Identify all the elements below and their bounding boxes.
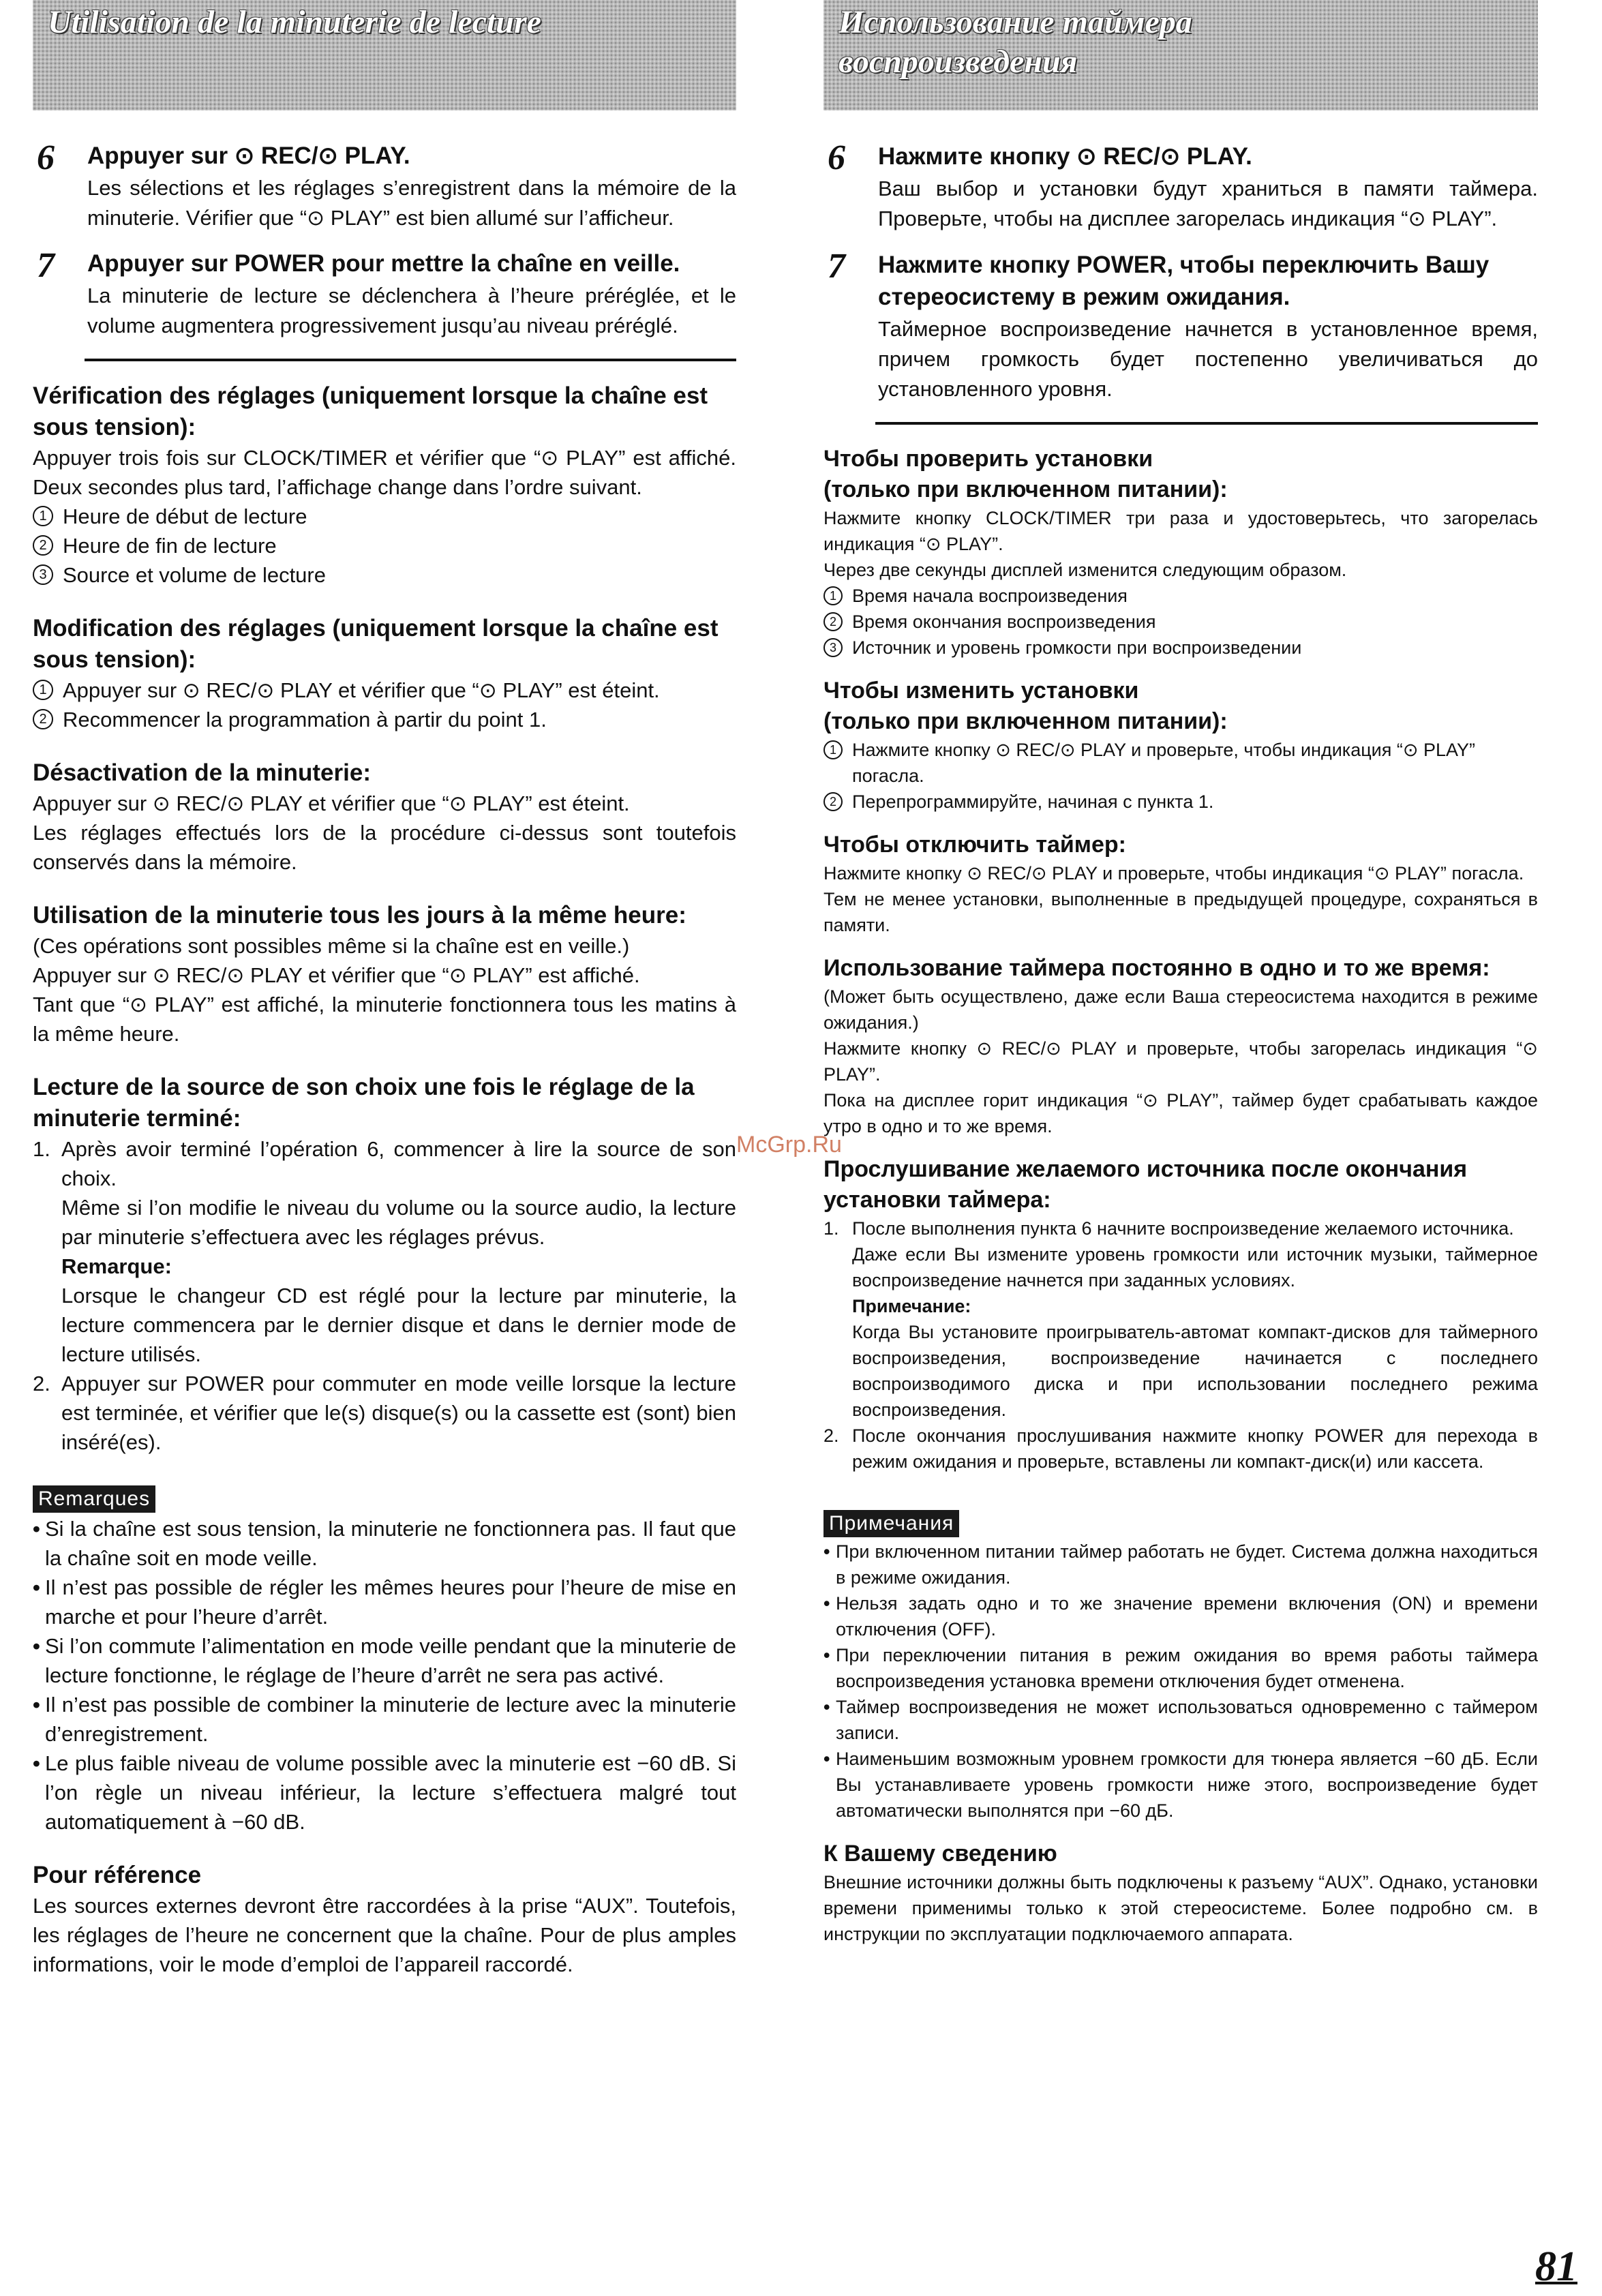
ru-cancel-title: Чтобы отключить таймер: xyxy=(823,832,1126,858)
note-text: Le plus faible niveau de volume possible avec la minuterie est −60 dB. Si l’on règle un niveau inférieur, la lecture s’effectuera malgré tout automatiquement à −60 dB. xyxy=(45,1751,736,1834)
list-item-text: Время начала воспроизведения xyxy=(852,586,1128,606)
bullet-icon: • xyxy=(823,1541,830,1562)
list-item xyxy=(33,502,736,531)
section-divider xyxy=(85,359,736,361)
ru-notes-label: Примечания xyxy=(823,1510,959,1537)
fr-desact-title: Désactivation de la minuterie: xyxy=(33,759,371,786)
ru-daily-title: Использование таймера постоянно в одно и то же время: xyxy=(823,955,1490,981)
bullet-icon: • xyxy=(33,1693,40,1717)
list-item xyxy=(33,705,736,734)
ru-header-line1: Использование таймера xyxy=(838,4,1192,40)
note-item xyxy=(823,1590,1538,1642)
step-title: Appuyer sur POWER pour mettre la chaîne en veille. xyxy=(87,250,680,277)
note-text: Наименьшим возможным уровнем громкости для тюнера является −60 дБ. Если Вы устанавливаете уровень громкости ниже этого, воспроизведение будет автоматически выполнятся при −60 дБ. xyxy=(836,1749,1538,1821)
ru-daily-text2: Нажмите кнопку ⊙ REC/⊙ PLAY и проверьте, чтобы загорелась индикация “⊙ PLAY”. xyxy=(823,1038,1538,1085)
list-item xyxy=(823,737,1538,789)
ru-cancel-text2: Тем не менее установки, выполненные в предыдущей процедуре, сохраняться в памяти. xyxy=(823,889,1538,935)
fr-notes-label: Remarques xyxy=(33,1485,155,1513)
fr-verif-text: Appuyer trois fois sur CLOCK/TIMER et vérifier que “⊙ PLAY” est affiché. Deux secondes plus tard, l’affichage change dans l’ordre suivant. xyxy=(33,446,736,499)
note-item xyxy=(823,1642,1538,1694)
list-item-text: Source et volume de lecture xyxy=(63,563,326,587)
list-item-text: Heure de fin de lecture xyxy=(63,534,277,558)
list-item xyxy=(33,531,736,560)
fr-desact-text2: Les réglages effectués lors de la procédure ci-dessus sont toutefois conservés dans la mémoire. xyxy=(33,821,736,874)
fr-modif-title: Modification des réglages (uniquement lorsque la chaîne est sous tension): xyxy=(33,615,719,673)
bullet-icon: • xyxy=(33,1751,40,1775)
step-number: 6 xyxy=(828,138,845,177)
circled-number: 2 xyxy=(823,612,843,631)
fr-header-banner xyxy=(33,0,736,110)
circled-number: 2 xyxy=(823,792,843,811)
watermark: McGrp.Ru xyxy=(736,1132,842,1158)
step-title: Нажмите кнопку POWER, чтобы переключить Вашу стереосистему в режим ожидания. xyxy=(878,252,1490,310)
circled-number: 3 xyxy=(33,564,53,585)
note-text: Si l’on commute l’alimentation en mode veille pendant que la minuterie de lecture fonctionne, le réglage de l’heure d’arrêt ne sera pas activé. xyxy=(45,1634,736,1687)
list-item-subtext: Même si l’on modifie le niveau du volume ou la source audio, la lecture par minuterie s’effectuera avec les réglages prévus. xyxy=(61,1196,736,1249)
circled-number: 3 xyxy=(823,638,843,657)
french-column xyxy=(33,0,736,1979)
step-number: 6 xyxy=(37,138,55,177)
note-item xyxy=(33,1690,736,1749)
list-item xyxy=(33,1134,736,1369)
note-text: Нельзя задать одно и то же значение времени включения (ON) и времени отключения (OFF). xyxy=(836,1593,1538,1640)
step-number: 7 xyxy=(37,246,55,285)
bullet-icon: • xyxy=(823,1697,830,1717)
ru-header-line2: воспроизведения xyxy=(838,44,1078,80)
fr-ref-title: Pour référence xyxy=(33,1862,202,1888)
circled-number: 1 xyxy=(823,586,843,605)
bullet-icon: • xyxy=(823,1593,830,1614)
ru-change-list xyxy=(823,737,1538,815)
step-number: 7 xyxy=(828,247,845,286)
list-item xyxy=(823,583,1538,609)
ru-check-list xyxy=(823,583,1538,661)
remark-text: Когда Вы установите проигрыватель-автомат компакт-дисков для таймерного воспроизведения, воспроизведение начинается с последнего воспроизводимого диска и при использовании последнего режима воспроизведения. xyxy=(852,1322,1538,1420)
ru-daily-text1: (Может быть осуществлено, даже если Ваша стереосистема находится в режиме ожидания.) xyxy=(823,986,1538,1033)
list-item-text: После выполнения пункта 6 начните воспроизведение желаемого источника. xyxy=(852,1218,1514,1239)
bullet-icon: • xyxy=(823,1749,830,1769)
ru-source-list xyxy=(823,1215,1538,1475)
step-text: Ваш выбор и установки будут храниться в памяти таймера. Проверьте, чтобы на дисплее загорелась индикация “⊙ PLAY”. xyxy=(878,177,1538,230)
circled-number: 1 xyxy=(823,740,843,759)
ru-change-title xyxy=(823,676,1538,737)
russian-column xyxy=(823,0,1538,1947)
list-item-text: Нажмите кнопку ⊙ REC/⊙ PLAY и проверьте, чтобы индикация “⊙ PLAY” погасла. xyxy=(852,740,1476,786)
list-number: 2. xyxy=(823,1425,839,1446)
remark-title: Remarque: xyxy=(61,1254,172,1278)
fr-source-title: Lecture de la source de son choix une fois le réglage de la minuterie terminé: xyxy=(33,1074,695,1132)
ru-ref-title: К Вашему сведению xyxy=(823,1841,1057,1867)
ru-step-7 xyxy=(823,249,1538,404)
note-item xyxy=(823,1539,1538,1590)
list-number: 2. xyxy=(33,1372,50,1395)
bullet-icon: • xyxy=(33,1517,40,1541)
fr-daily-text1: (Ces opérations sont possibles même si la chaîne est en veille.) xyxy=(33,934,630,958)
note-text: Si la chaîne est sous tension, la minuterie ne fonctionnera pas. Il faut que la chaîne soit en mode veille. xyxy=(45,1517,736,1570)
ru-ref-text: Внешние источники должны быть подключены к разъему “AUX”. Однако, установки времени применимы только к этой стереосистеме. Более подробно см. в инструкции по эксплуатации подключаемого аппарата. xyxy=(823,1872,1538,1944)
note-text: Il n’est pas possible de régler les mêmes heures pour l’heure de mise en marche et pour l’heure d’arrêt. xyxy=(45,1575,736,1629)
ru-change-title-line1: Чтобы изменить установки xyxy=(823,678,1139,704)
bullet-icon: • xyxy=(33,1575,40,1599)
list-item-subtext: Даже если Вы измените уровень громкости или источник музыки, таймерное воспроизведение начнется при заданных условиях. xyxy=(852,1244,1538,1290)
step-text: La minuterie de lecture se déclenchera à l’heure préréglée, et le volume augmentera progressivement jusqu’au niveau préréglé. xyxy=(87,284,736,337)
page-number: 81 xyxy=(1535,2244,1577,2290)
list-item-text: Heure de début de lecture xyxy=(63,504,307,528)
ru-header-title xyxy=(838,3,1531,82)
circled-number: 2 xyxy=(33,535,53,556)
note-item xyxy=(823,1746,1538,1824)
fr-step-7 xyxy=(33,248,736,341)
fr-header-title: Utilisation de la minuterie de lecture xyxy=(48,4,541,40)
bullet-icon: • xyxy=(823,1645,830,1665)
ru-check-title-line2: (только при включенном питании): xyxy=(823,477,1228,502)
fr-step-6 xyxy=(33,140,736,233)
fr-daily-text2: Appuyer sur ⊙ REC/⊙ PLAY et vérifier que “⊙ PLAY” est affiché. xyxy=(33,963,640,987)
list-item xyxy=(33,560,736,590)
circled-number: 1 xyxy=(33,506,53,526)
fr-modif-list xyxy=(33,676,736,734)
list-item xyxy=(33,676,736,705)
list-item xyxy=(823,789,1538,815)
ru-notes-list xyxy=(823,1539,1538,1824)
list-item xyxy=(823,1423,1538,1475)
note-item xyxy=(33,1573,736,1631)
ru-header-banner xyxy=(823,0,1538,110)
remark-text: Lorsque le changeur CD est réglé pour la lecture par minuterie, la lecture commencera par le dernier disque et dans le dernier mode de lecture utilisés. xyxy=(61,1284,736,1366)
note-text: Il n’est pas possible de combiner la minuterie de lecture avec la minuterie d’enregistrement. xyxy=(45,1693,736,1746)
fr-source-list xyxy=(33,1134,736,1457)
list-item-text: Appuyer sur POWER pour commuter en mode veille lorsque la lecture est terminée, et vérifier que le(s) disque(s) ou la cassette est (sont) bien inséré(es). xyxy=(61,1372,736,1454)
note-item xyxy=(33,1514,736,1573)
remark-title: Примечание: xyxy=(852,1296,971,1316)
fr-daily-title: Utilisation de la minuterie tous les jours à la même heure: xyxy=(33,902,686,928)
list-number: 1. xyxy=(823,1218,839,1239)
list-item xyxy=(823,609,1538,635)
list-number: 1. xyxy=(33,1137,50,1161)
step-text: Les sélections et les réglages s’enregistrent dans la mémoire de la minuterie. Vérifier que “⊙ PLAY” est bien allumé sur l’afficheur. xyxy=(87,176,736,230)
list-item xyxy=(33,1369,736,1457)
ru-check-title xyxy=(823,444,1538,505)
list-item-text: Après avoir terminé l’opération 6, commencer à lire la source de son choix. xyxy=(61,1137,736,1190)
step-title: Appuyer sur ⊙ REC/⊙ PLAY. xyxy=(87,142,410,169)
ru-daily-text3: Пока на дисплее горит индикация “⊙ PLAY”, таймер будет срабатывать каждое утро в одно и то же время. xyxy=(823,1090,1538,1136)
section-divider xyxy=(875,422,1538,425)
fr-notes-list xyxy=(33,1514,736,1837)
circled-number: 2 xyxy=(33,709,53,729)
note-text: При переключении питания в режим ожидания во время работы таймера воспроизведения установка времени отключения будет отменена. xyxy=(836,1645,1538,1691)
ru-check-title-line1: Чтобы проверить установки xyxy=(823,446,1153,472)
list-item-text: Источник и уровень громкости при воспроизведении xyxy=(852,637,1302,658)
note-text: Таймер воспроизведения не может использоваться одновременно с таймером записи. xyxy=(836,1697,1538,1743)
note-item xyxy=(823,1694,1538,1746)
list-item-text: После окончания прослушивания нажмите кнопку POWER для перехода в режим ожидания и проверьте, вставлены ли компакт-диск(и) или кассета. xyxy=(852,1425,1538,1472)
ru-check-text2: Через две секунды дисплей изменится следующим образом. xyxy=(823,560,1347,580)
list-item-text: Appuyer sur ⊙ REC/⊙ PLAY et vérifier que “⊙ PLAY” est éteint. xyxy=(63,678,660,702)
note-item xyxy=(33,1631,736,1690)
step-text: Таймерное воспроизведение начнется в установленное время, причем громкость будет постепенно увеличиваться до установленного уровня. xyxy=(878,317,1538,401)
ru-check-text1: Нажмите кнопку CLOCK/TIMER три раза и удостоверьтесь, что загорелась индикация “⊙ PLAY”. xyxy=(823,508,1538,554)
step-title: Нажмите кнопку ⊙ REC/⊙ PLAY. xyxy=(878,143,1252,170)
fr-desact-text1: Appuyer sur ⊙ REC/⊙ PLAY et vérifier que “⊙ PLAY” est éteint. xyxy=(33,791,630,815)
list-item xyxy=(823,1215,1538,1423)
ru-cancel-text1: Нажмите кнопку ⊙ REC/⊙ PLAY и проверьте, чтобы индикация “⊙ PLAY” погасла. xyxy=(823,863,1524,883)
ru-change-title-line2: (только при включенном питании): xyxy=(823,708,1228,734)
note-text: При включенном питании таймер работать не будет. Система должна находиться в режиме ожидания. xyxy=(836,1541,1538,1588)
fr-ref-text: Les sources externes devront être raccordées à la prise “AUX”. Toutefois, les réglages de l’heure ne concernent que la chaîne. Pour de plus amples informations, voir le mode d’emploi de l’appareil raccordé. xyxy=(33,1894,736,1976)
list-item-text: Время окончания воспроизведения xyxy=(852,611,1156,632)
fr-verif-list xyxy=(33,502,736,590)
list-item xyxy=(823,635,1538,661)
fr-daily-text3: Tant que “⊙ PLAY” est affiché, la minuterie fonctionnera tous les matins à la même heure. xyxy=(33,993,736,1046)
note-item xyxy=(33,1749,736,1837)
bullet-icon: • xyxy=(33,1634,40,1658)
list-item-text: Recommencer la programmation à partir du point 1. xyxy=(63,708,547,731)
list-item-text: Перепрограммируйте, начиная с пункта 1. xyxy=(852,791,1214,812)
fr-verif-title: Vérification des réglages (uniquement lorsque la chaîne est sous tension): xyxy=(33,382,708,440)
ru-step-6 xyxy=(823,140,1538,234)
ru-source-title: Прослушивание желаемого источника после окончания установки таймера: xyxy=(823,1156,1468,1213)
circled-number: 1 xyxy=(33,680,53,700)
